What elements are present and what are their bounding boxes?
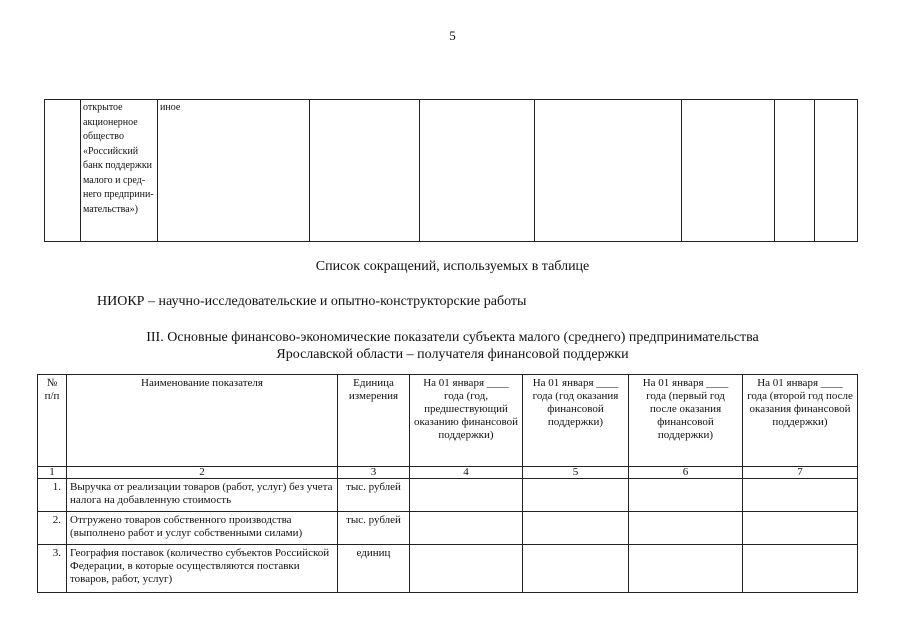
column-header: На 01 января ____ года (год оказания финансовой поддержки) <box>523 375 629 467</box>
previous-table-fragment <box>44 99 858 242</box>
table-cell <box>682 100 775 242</box>
column-header: На 01 января ____ года (год, предшествующий оказанию финансовой поддержки) <box>410 375 523 467</box>
indicator-name: Отгружено товаров собственного производства (выполнено работ и услуг собственными силами) <box>67 512 338 545</box>
value-cell <box>523 545 629 593</box>
table-row <box>38 545 858 593</box>
column-number: 5 <box>523 467 629 479</box>
unit-cell: единиц <box>338 545 410 593</box>
column-number: 2 <box>67 467 338 479</box>
table-cell <box>310 100 420 242</box>
section-title-line: III. Основные финансово-экономические показатели субъекта малого (среднего) предпринимательства <box>146 330 759 345</box>
section-title-line: Ярославской области – получателя финансовой поддержки <box>276 347 629 362</box>
value-cell <box>629 545 743 593</box>
column-number: 3 <box>338 467 410 479</box>
value-cell <box>410 512 523 545</box>
indicator-name: География поставок (количество субъектов Российской Федерации, в которые осуществляются поставки товаров, работ, услуг) <box>67 545 338 593</box>
indicator-name: Выручка от реализации товаров (работ, услуг) без учета налога на добавленную стоимость <box>67 479 338 512</box>
row-number: 2. <box>38 512 67 545</box>
value-cell <box>629 512 743 545</box>
value-cell <box>743 512 858 545</box>
abbreviation-item: НИОКР – научно-исследовательские и опытно-конструкторские работы <box>97 294 527 309</box>
table-cell <box>535 100 682 242</box>
table-row <box>38 479 858 512</box>
column-number: 4 <box>410 467 523 479</box>
column-number: 1 <box>38 467 67 479</box>
row-number: 1. <box>38 479 67 512</box>
table-row <box>38 512 858 545</box>
table-cell: открытое акционерное общество «Российский банк поддержки малого и сред-него предприни-мательства») <box>81 100 158 242</box>
column-header: Наименование показателя <box>67 375 338 467</box>
table-cell: иное <box>158 100 310 242</box>
table-cell <box>420 100 535 242</box>
column-number-row <box>38 467 858 479</box>
value-cell <box>743 479 858 512</box>
value-cell <box>629 479 743 512</box>
table-cell <box>775 100 815 242</box>
column-number: 6 <box>629 467 743 479</box>
indicators-table <box>37 374 858 593</box>
value-cell <box>523 512 629 545</box>
table-cell <box>815 100 858 242</box>
row-number: 3. <box>38 545 67 593</box>
value-cell <box>410 479 523 512</box>
table-row <box>45 100 858 242</box>
header-row <box>38 375 858 467</box>
table-cell <box>45 100 81 242</box>
unit-cell: тыс. рублей <box>338 479 410 512</box>
value-cell <box>523 479 629 512</box>
column-number: 7 <box>743 467 858 479</box>
abbreviations-title: Список сокращений, используемых в таблице <box>315 259 590 274</box>
column-header: На 01 января ____ года (первый год после оказания финансовой поддержки) <box>629 375 743 467</box>
column-header: Единица измерения <box>338 375 410 467</box>
value-cell <box>743 545 858 593</box>
page-number: 5 <box>449 28 456 43</box>
section-title <box>0 329 905 363</box>
unit-cell: тыс. рублей <box>338 512 410 545</box>
column-header: № п/п <box>38 375 67 467</box>
column-header: На 01 января ____ года (второй год после оказания финансовой поддержки) <box>743 375 858 467</box>
value-cell <box>410 545 523 593</box>
